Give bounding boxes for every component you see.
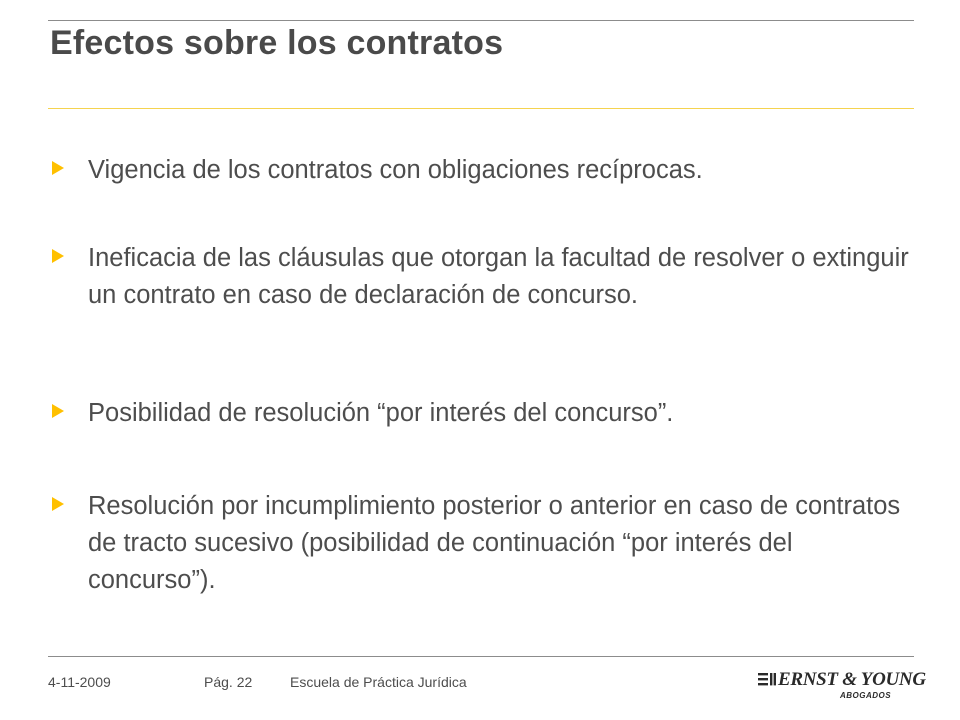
- logo-wordmark: ERNST & YOUNG: [778, 669, 926, 690]
- triangle-bullet-icon: [52, 249, 64, 263]
- bullet-text: Posibilidad de resolución “por interés del concurso”.: [88, 399, 674, 427]
- triangle-bullet-icon: [52, 497, 64, 511]
- bullet-text: Resolución por incumplimiento posterior o anterior en caso de contratos de tracto sucesivo (posibilidad de continuación “por interés del concurso”).: [88, 492, 901, 594]
- triangle-bullet-icon: [52, 161, 64, 175]
- bullet-text: Vigencia de los contratos con obligaciones recíprocas.: [88, 156, 703, 184]
- logo-subtitle: ABOGADOS: [840, 691, 892, 700]
- title-divider: [48, 108, 914, 109]
- footer-page-number: Pág. 22: [204, 674, 253, 690]
- footer-date: 4-11-2009: [48, 674, 111, 690]
- ernst-young-logo: [758, 667, 926, 703]
- footer-divider: [48, 656, 914, 657]
- slide-title: Efectos sobre los contratos: [50, 24, 504, 62]
- footer-school-name: Escuela de Práctica Jurídica: [290, 674, 467, 690]
- ernst-young-mark-icon: [758, 671, 776, 689]
- triangle-bullet-icon: [52, 404, 64, 418]
- top-divider: [48, 20, 914, 21]
- bullet-text: Ineficacia de las cláusulas que otorgan la facultad de resolver o extinguir un contrato en caso de declaración de concurso.: [88, 244, 909, 309]
